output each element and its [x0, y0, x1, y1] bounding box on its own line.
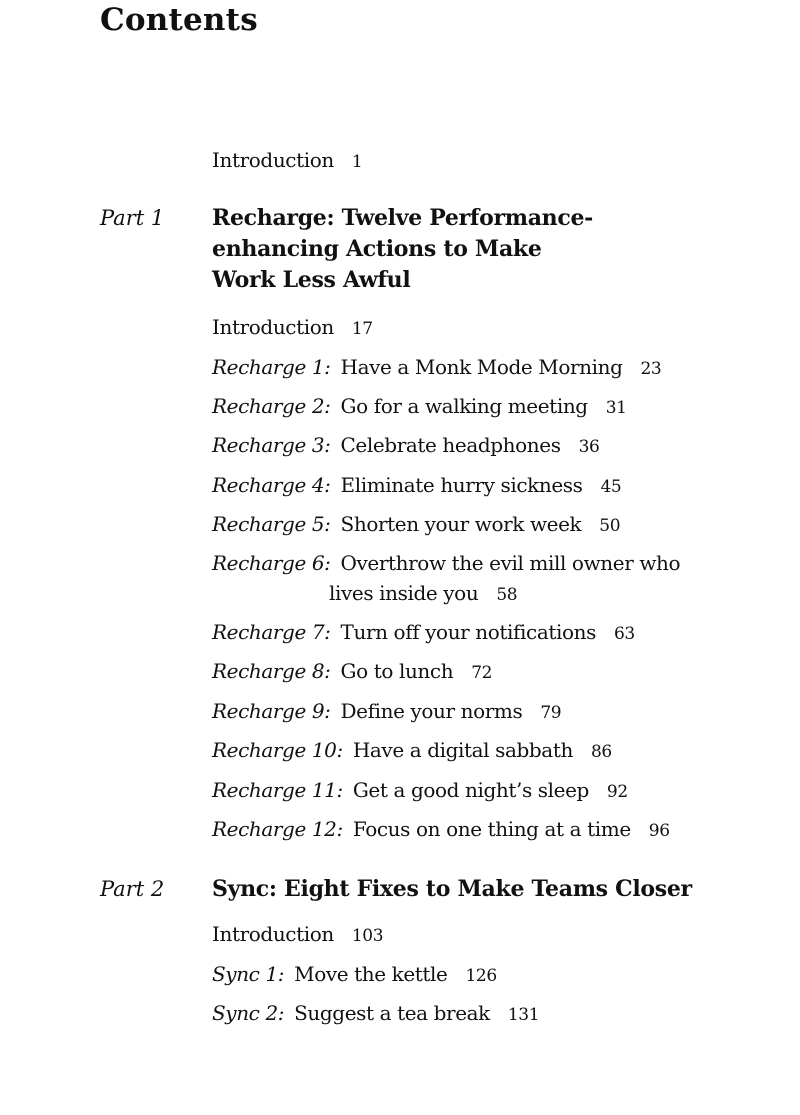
entry-label: Recharge 2:: [212, 394, 331, 418]
part-title-line: Sync: Eight Fixes to Make Teams Closer: [212, 876, 692, 902]
toc-entry-introduction[interactable]: [212, 920, 383, 950]
entry-title: Introduction: [212, 315, 334, 339]
toc-entry[interactable]: [212, 657, 492, 687]
page-number: 92: [606, 782, 628, 802]
entry-label: Recharge 4:: [212, 473, 331, 497]
page-number: 1: [351, 152, 363, 172]
toc-entry[interactable]: [212, 736, 612, 766]
entry-title: Go for a walking meeting: [340, 394, 588, 418]
entry-title: Turn off your notifications: [340, 620, 596, 644]
entry-label: Recharge 8:: [212, 659, 331, 683]
toc-entry[interactable]: [212, 549, 680, 577]
entry-title: Suggest a tea break: [294, 1001, 490, 1025]
page-number: 126: [465, 966, 497, 986]
entry-label: Sync 1:: [212, 962, 285, 986]
toc-entry[interactable]: [212, 815, 670, 845]
entry-label: Recharge 12:: [212, 817, 343, 841]
page-number: 79: [540, 703, 562, 723]
entry-title: Move the kettle: [294, 962, 448, 986]
toc-entry[interactable]: [212, 776, 628, 806]
part-title[interactable]: [212, 203, 593, 296]
page-number: 36: [578, 437, 600, 457]
entry-title: Introduction: [212, 922, 334, 946]
entry-title: Eliminate hurry sickness: [340, 473, 583, 497]
part-title[interactable]: [212, 874, 692, 905]
page-title: Contents: [100, 2, 258, 38]
toc-entry[interactable]: [212, 618, 635, 648]
toc-entry[interactable]: [212, 510, 620, 540]
page-number: 103: [351, 926, 384, 946]
page-number: 63: [614, 624, 635, 644]
entry-label: Recharge 1:: [212, 355, 331, 379]
entry-title-continued: lives inside you: [329, 581, 479, 605]
entry-title: Shorten your work week: [340, 512, 582, 536]
entry-label: Recharge 5:: [212, 512, 331, 536]
entry-title: Overthrow the evil mill owner who: [340, 551, 681, 575]
toc-entry[interactable]: [212, 960, 497, 990]
part-title-line: Work Less Awful: [212, 267, 411, 293]
entry-title: Define your norms: [340, 699, 523, 723]
entry-label: Recharge 11:: [212, 778, 343, 802]
entry-label: Recharge 3:: [212, 433, 331, 457]
entry-title: Have a Monk Mode Morning: [340, 355, 623, 379]
page-number: 31: [605, 398, 627, 418]
entry-title: Go to lunch: [340, 659, 454, 683]
entry-title: Have a digital sabbath: [352, 738, 573, 762]
part-title-line: enhancing Actions to Make: [212, 236, 542, 262]
toc-entry-introduction[interactable]: [212, 313, 373, 343]
entry-label: Recharge 10:: [212, 738, 343, 762]
toc-entry-introduction[interactable]: [212, 146, 362, 176]
toc-entry[interactable]: [212, 999, 539, 1029]
part-label: Part 2: [100, 877, 165, 901]
toc-entry[interactable]: [212, 353, 661, 383]
part-label: Part 1: [100, 206, 165, 230]
toc-entry[interactable]: [212, 392, 627, 422]
page-number: 72: [471, 663, 493, 683]
entry-title: Introduction: [212, 148, 334, 172]
entry-label: Recharge 7:: [212, 620, 331, 644]
toc-entry[interactable]: [212, 697, 561, 727]
page-number: 86: [590, 742, 612, 762]
entry-label: Recharge 9:: [212, 699, 331, 723]
page-number: 17: [351, 319, 373, 339]
entry-title: Focus on one thing at a time: [352, 817, 631, 841]
page-number: 58: [496, 585, 518, 605]
entry-label: Sync 2:: [212, 1001, 285, 1025]
page-number: 50: [599, 516, 621, 536]
toc-entry[interactable]: [212, 431, 599, 461]
entry-title: Get a good night’s sleep: [352, 778, 589, 802]
page-number: 45: [600, 477, 622, 497]
page-number: 131: [507, 1005, 540, 1025]
toc-entry[interactable]: [212, 471, 621, 501]
part-title-line: Recharge: Twelve Performance-: [212, 205, 593, 231]
page-number: 96: [648, 821, 670, 841]
entry-label: Recharge 6:: [212, 551, 331, 575]
page-number: 23: [640, 359, 662, 379]
toc-entry-continuation[interactable]: [329, 579, 517, 609]
entry-title: Celebrate headphones: [340, 433, 561, 457]
